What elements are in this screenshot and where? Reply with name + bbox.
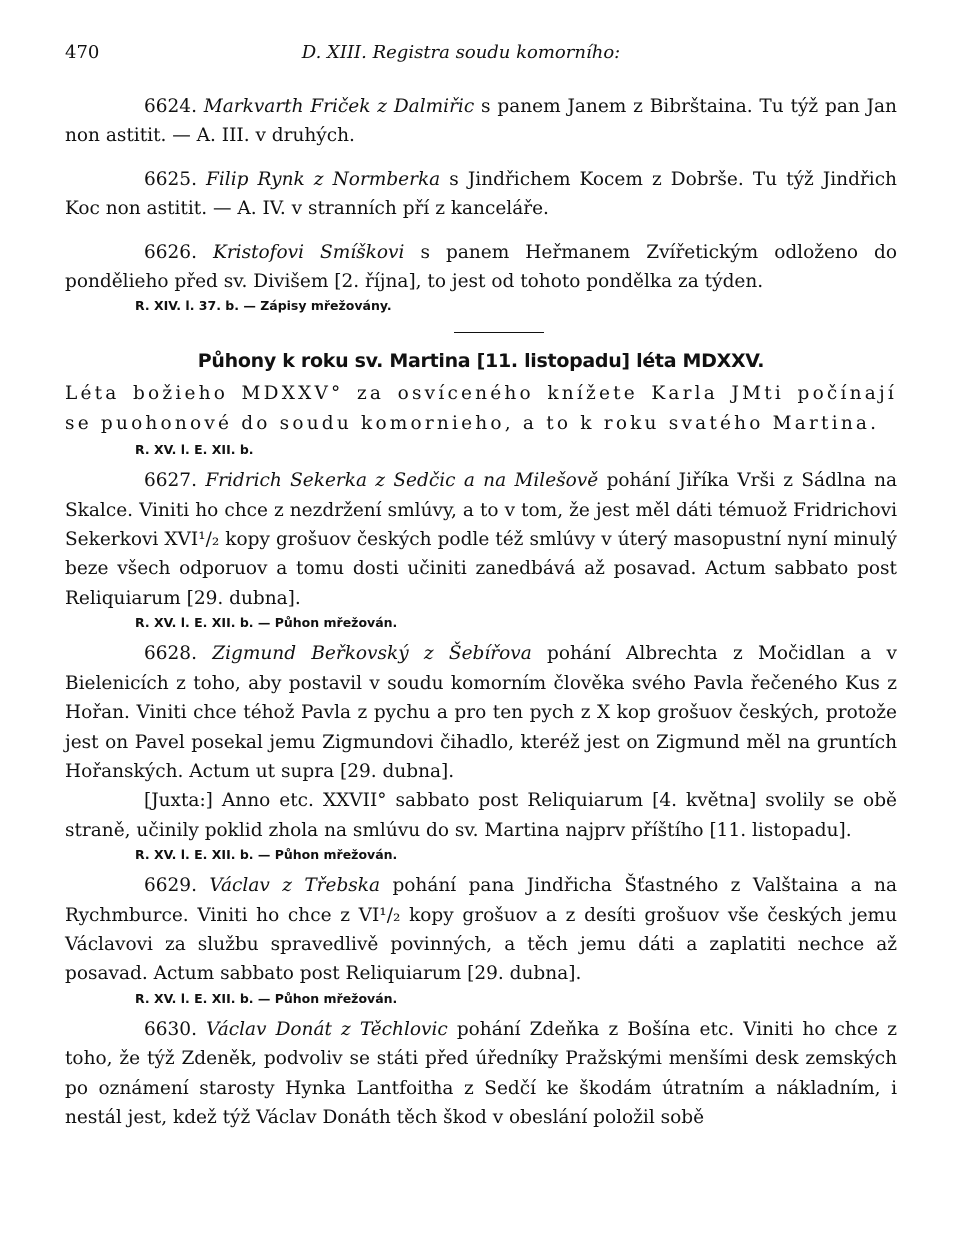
entry-paragraph	[65, 165, 897, 224]
entry-paragraph	[65, 1015, 897, 1133]
entry-6626	[65, 238, 897, 317]
entry-paragraph	[65, 92, 897, 151]
entry-6628	[65, 639, 897, 865]
page-number: 470	[65, 42, 100, 63]
entry-name: Kristofovi Smíškovi	[213, 241, 405, 263]
entry-paragraph	[65, 871, 897, 989]
entry-text: pohání pana Jindřicha Šťastného z Valštaina a na Rychmburce. Viniti ho chce z VI¹/₂ kopy grošuov a z desíti grošuov vše českých jemu Václavovi za službu spravedlivě povinných, a těch jemu dáti a zaplatiti nechce až posavad. Actum sabbato post Reliquiarum [29. dubna].	[65, 875, 897, 985]
entry-number: 6627.	[144, 470, 197, 492]
entry-name: Fridrich Sekerka z Sedčic a na Milešově	[205, 470, 599, 492]
entry-text: pohání Albrechta z Močidlan a v Bielenicích z toho, aby postavil v soudu komorním člověka svého Pavla řečeného Kus z Hořan. Viniti chce téhož Pavla z pychu a pro ten pych z X kop grošuov českých, protože jest on Pavel posekal jemu Zigmundovi čihadlo, kteréž jest on Zigmund měl na gruntích Hořanských. Actum ut supra [29. dubna].	[65, 643, 897, 782]
entry-reference: R. XV. l. E. XII. b. — Půhon mřežován.	[135, 847, 398, 863]
entry-name: Václav z Třebska	[209, 875, 381, 897]
section-intro	[65, 379, 897, 438]
entry-name: Filip Rynk z Normberka	[206, 168, 441, 190]
section-divider	[454, 332, 544, 333]
entry-number: 6629.	[144, 875, 197, 897]
entry-6627	[65, 466, 897, 633]
entry-text: pohání Zdeňka z Bošína etc. Viniti ho chce z toho, že týž Zdeněk, podvoliv se státi před úředníky Pražskými menšími desk zemských po oznámení starosty Hynka Lantfoitha z Sedčí ke škodám útratním a nákladním, i nestál jest, kdež týž Václav Donáth těch škod v obeslání položil sobě	[65, 1018, 897, 1128]
entry-number: 6628.	[144, 643, 197, 665]
section-reference: R. XV. l. E. XII. b.	[135, 442, 254, 458]
entry-6630	[65, 1015, 897, 1133]
running-head: D. XIII. Registra soudu komorního:	[301, 42, 621, 63]
section-title: Půhony k roku sv. Martina [11. listopadu] léta MDXXV.	[197, 350, 765, 373]
entry-6625	[65, 165, 897, 224]
entry-note: [Juxta:] Anno etc. XXVII° sabbato post Reliquiarum [4. května] svolily se obě straně, učinily poklid zhola na smlúvu do sv. Martina najprv příštího [11. listopadu].	[65, 790, 897, 841]
entry-paragraph	[65, 466, 897, 613]
page-header	[65, 38, 897, 78]
entry-name: Zigmund Beřkovský z Šebířova	[212, 643, 532, 665]
entry-6629	[65, 871, 897, 1009]
entry-text: pohání Jiříka Vrši z Sádlna na Skalce. Viniti ho chce z nezdržení smlúvy, a to v tom, že jest měl dáti témuož Fridrichovi Sekerkovi XVI¹/₂ kopy grošuov českých podle též smlúvy v úterý masopustní nyní minulý beze všech odporuov a tomu dosti učiniti zanedbává až posavad. Actum sabbato post Reliquiarum [29. dubna].	[65, 470, 898, 609]
entry-paragraph	[65, 238, 897, 297]
entry-reference: R. XIV. l. 37. b. — Zápisy mřežovány.	[135, 298, 392, 314]
entry-name: Markvarth Friček z Dalmiřic	[203, 96, 475, 117]
section-intro-text: Léta božieho MDXXV° za osvíceného knížete Karla JMti počínají se puohonové do soudu komornieho, a to k roku svatého Martina.	[65, 383, 897, 434]
entry-number: 6630.	[144, 1018, 197, 1040]
entry-reference: R. XV. l. E. XII. b. — Půhon mřežován.	[135, 990, 398, 1006]
document-page	[65, 38, 897, 1132]
entry-text: s panem Heřmanem Zvířetickým odloženo do pondělieho před sv. Divišem [2. října], to jest od tohoto pondělka za týden.	[65, 241, 897, 293]
entry-text: s panem Janem z Bibrštaina. Tu týž pan Jan non astitit. — A. III. v druhých.	[65, 96, 897, 147]
entry-name: Václav Donát z Těchlovic	[206, 1018, 448, 1040]
entry-text: s Jindřichem Kocem z Dobrše. Tu týž Jindřich Koc non astitit. — A. IV. v stranních pří z kanceláře.	[65, 168, 897, 220]
entry-number: 6624.	[144, 96, 197, 117]
entry-6624	[65, 92, 897, 151]
entry-reference: R. XV. l. E. XII. b. — Půhon mřežován.	[135, 615, 398, 631]
entry-paragraph	[65, 639, 897, 786]
entry-number: 6625.	[144, 168, 197, 190]
entry-number: 6626.	[144, 241, 197, 263]
